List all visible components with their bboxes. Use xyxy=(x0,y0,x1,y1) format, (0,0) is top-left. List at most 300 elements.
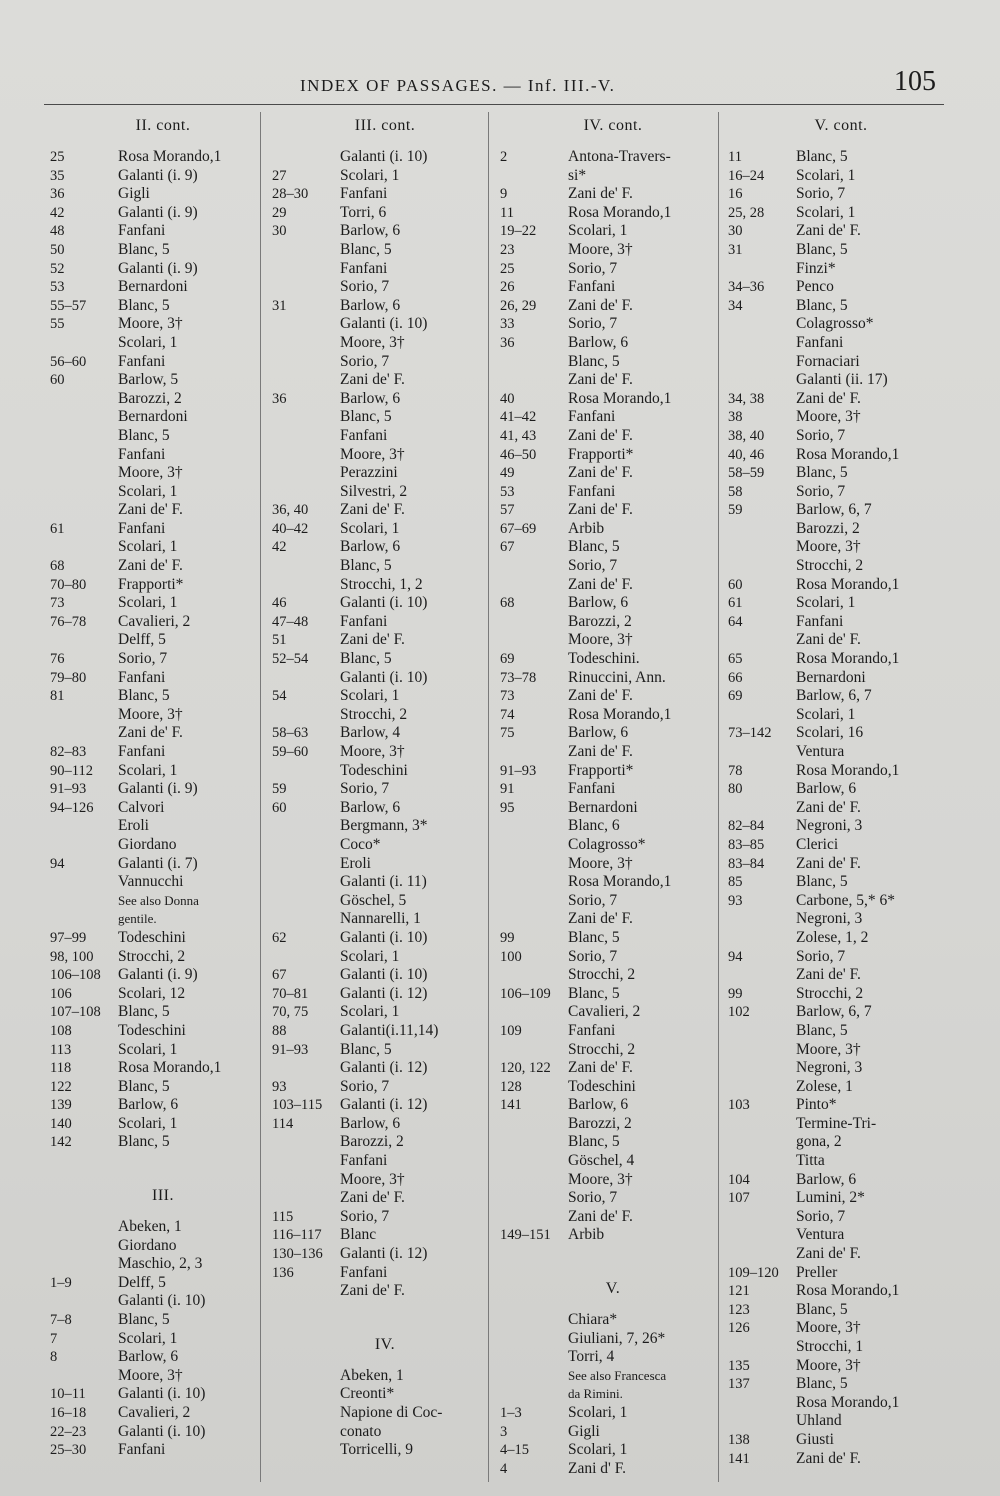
passage-ref: 76 xyxy=(50,651,65,668)
commentator-name: Blanc, 5 xyxy=(796,148,848,165)
commentator-name: Barlow, 6 xyxy=(340,389,401,407)
commentator-name: Uhland xyxy=(796,1412,842,1430)
index-entry xyxy=(728,929,954,948)
passage-ref: 34, 38 xyxy=(728,390,765,407)
index-entry xyxy=(272,576,498,595)
passage-ref xyxy=(272,892,340,911)
commentator-name: Scolari, 1 xyxy=(796,705,856,723)
commentator-name: Creonti* xyxy=(340,1385,395,1403)
index-entry xyxy=(50,1115,276,1134)
commentator-name: Colagrosso* xyxy=(796,315,874,333)
passage-ref xyxy=(500,1208,568,1227)
commentator-name: Sorio, 7 xyxy=(568,947,618,965)
commentator-name: Fanfani xyxy=(340,426,388,444)
passage-ref: 118 xyxy=(50,1060,72,1077)
index-entry xyxy=(728,1059,954,1078)
index-entry xyxy=(728,390,954,409)
commentator-name: Cavalieri, 2 xyxy=(568,1003,641,1021)
commentator-name: Zani de' F. xyxy=(796,1245,861,1263)
commentator-name: Ventura xyxy=(796,743,845,760)
index-entry xyxy=(50,204,276,223)
passage-ref xyxy=(50,892,118,911)
index-entry xyxy=(728,260,954,279)
index-entry xyxy=(50,1330,276,1349)
passage-ref: 69 xyxy=(728,688,743,705)
index-entry xyxy=(500,1385,726,1404)
commentator-name: Rosa Morando,1 xyxy=(118,148,222,165)
index-entry xyxy=(728,594,954,613)
passage-ref xyxy=(728,1394,796,1413)
commentator-name: Negroni, 3 xyxy=(796,817,863,835)
passage-ref xyxy=(500,1115,568,1134)
commentator-name: Zani de' F. xyxy=(796,631,861,649)
commentator-name: Fornaciari xyxy=(796,352,860,370)
index-entry xyxy=(50,1218,276,1237)
passage-ref xyxy=(500,817,568,836)
index-entry xyxy=(50,1078,276,1097)
index-entry xyxy=(728,724,954,743)
passage-ref: 74 xyxy=(500,706,515,723)
index-entry xyxy=(728,1041,954,1060)
index-entry xyxy=(728,1319,954,1338)
passage-ref xyxy=(500,1133,568,1152)
passage-ref xyxy=(500,1171,568,1190)
index-entry xyxy=(272,669,498,688)
commentator-name: Sorio, 7 xyxy=(568,557,618,575)
index-entry xyxy=(728,1264,954,1283)
index-entry xyxy=(50,538,276,557)
commentator-name: Scolari, 16 xyxy=(796,724,864,742)
index-entry xyxy=(272,1385,498,1404)
commentator-name: Fanfani xyxy=(340,259,388,277)
commentator-name: Barlow, 6 xyxy=(568,1096,629,1114)
passage-ref xyxy=(500,1330,568,1349)
commentator-name: Galanti (i. 12) xyxy=(340,1059,428,1077)
passage-ref: 120, 122 xyxy=(500,1060,551,1077)
index-entry xyxy=(500,873,726,892)
passage-ref: 58–63 xyxy=(272,725,309,742)
passage-ref xyxy=(500,353,568,372)
index-entry xyxy=(728,799,954,818)
passage-ref: 83–84 xyxy=(728,855,765,872)
passage-ref xyxy=(728,1115,796,1134)
passage-ref xyxy=(500,167,568,186)
passage-ref xyxy=(500,1189,568,1208)
passage-ref: 25, 28 xyxy=(728,204,765,221)
passage-ref: 49 xyxy=(500,465,515,482)
commentator-name: Zani de' F. xyxy=(340,1282,405,1300)
commentator-name: Todeschini. xyxy=(568,650,640,668)
index-entry xyxy=(500,799,726,818)
commentator-name: Blanc, 5 xyxy=(118,1003,170,1021)
passage-ref: 36 xyxy=(500,334,515,351)
passage-ref xyxy=(500,1152,568,1171)
passage-ref xyxy=(272,1404,340,1423)
passage-ref: 16 xyxy=(728,186,743,203)
commentator-name: Galanti(i.11,14) xyxy=(340,1021,439,1039)
passage-ref xyxy=(500,1385,568,1404)
passage-ref: 2 xyxy=(500,149,508,165)
commentator-name: Fanfani xyxy=(118,445,166,463)
commentator-name: Galanti (i. 10) xyxy=(118,1385,206,1403)
commentator-name: Blanc xyxy=(340,1226,377,1244)
index-entry xyxy=(50,1348,276,1367)
commentator-name: Lumini, 2* xyxy=(796,1189,865,1207)
index-entry xyxy=(50,631,276,650)
index-entry xyxy=(500,669,726,688)
passage-ref: 141 xyxy=(728,1450,750,1467)
running-title: INDEX OF PASSAGES. — Inf. III.-V. xyxy=(300,76,616,95)
passage-ref: 42 xyxy=(50,204,65,221)
index-entry xyxy=(50,1096,276,1115)
passage-ref xyxy=(50,836,118,855)
passage-ref: 34–36 xyxy=(728,279,765,296)
passage-ref: 22–23 xyxy=(50,1423,87,1440)
commentator-name: Blanc, 5 xyxy=(568,984,620,1002)
passage-ref xyxy=(272,1171,340,1190)
index-entry xyxy=(500,278,726,297)
index-entry xyxy=(728,762,954,781)
index-entry xyxy=(50,557,276,576)
section-heading: IV. cont. xyxy=(583,117,643,134)
passage-ref xyxy=(272,817,340,836)
index-entry xyxy=(272,464,498,483)
commentator-name: Gigli xyxy=(568,1422,600,1440)
commentator-name: Blanc, 5 xyxy=(118,296,170,314)
commentator-name: Blanc, 5 xyxy=(568,538,620,556)
commentator-name: Bernardoni xyxy=(568,798,638,816)
index-entry xyxy=(50,260,276,279)
index-entry xyxy=(728,948,954,967)
passage-ref: 36, 40 xyxy=(272,502,309,519)
commentator-name: Gigli xyxy=(118,185,150,203)
commentator-name: Todeschini xyxy=(568,1077,636,1095)
index-entry xyxy=(272,1059,498,1078)
passage-ref: 64 xyxy=(728,613,743,630)
index-entry xyxy=(272,631,498,650)
commentator-name: Rosa Morando,1 xyxy=(568,203,672,221)
passage-ref xyxy=(272,669,340,688)
commentator-name: Blanc, 5 xyxy=(340,650,392,668)
passage-ref xyxy=(728,1208,796,1227)
index-entry xyxy=(728,873,954,892)
passage-ref xyxy=(272,148,340,167)
commentator-name: Zani de' F. xyxy=(340,631,405,649)
commentator-name: Moore, 3† xyxy=(340,445,405,463)
passage-ref: 52 xyxy=(50,260,65,277)
index-entry xyxy=(500,538,726,557)
index-entry xyxy=(50,929,276,948)
index-entry xyxy=(50,315,276,334)
passage-ref xyxy=(50,1292,118,1311)
passage-ref xyxy=(272,1133,340,1152)
passage-ref: 9 xyxy=(500,186,508,203)
commentator-name: Moore, 3† xyxy=(568,1170,633,1188)
page-header xyxy=(0,66,1000,106)
passage-ref: 53 xyxy=(500,483,515,500)
index-entry xyxy=(728,1357,954,1376)
index-entry xyxy=(272,167,498,186)
passage-ref: 46–50 xyxy=(500,446,537,463)
index-entry xyxy=(500,762,726,781)
commentator-name: Strocchi, 2 xyxy=(340,705,408,723)
commentator-name: Zani de' F. xyxy=(118,557,183,575)
passage-ref: 81 xyxy=(50,688,65,705)
commentator-name: Scolari, 1 xyxy=(340,519,400,537)
commentator-name: Barlow, 6, 7 xyxy=(796,687,872,705)
passage-ref: 106 xyxy=(50,985,72,1002)
index-entry xyxy=(272,557,498,576)
index-entry xyxy=(728,1301,954,1320)
commentator-name: Scolari, 1 xyxy=(568,222,628,240)
index-entry xyxy=(272,1264,498,1283)
index-entry xyxy=(728,1394,954,1413)
index-entry xyxy=(50,762,276,781)
commentator-name: Bernardoni xyxy=(118,408,188,426)
passage-ref xyxy=(500,576,568,595)
commentator-name: Rosa Morando,1 xyxy=(568,873,672,891)
commentator-name: Penco xyxy=(796,278,834,296)
passage-ref: 3 xyxy=(500,1423,508,1440)
index-entry xyxy=(500,1078,726,1097)
index-entry xyxy=(50,1423,276,1442)
index-entry xyxy=(728,204,954,223)
index-entry xyxy=(500,892,726,911)
index-entry xyxy=(728,1133,954,1152)
passage-ref xyxy=(50,631,118,650)
commentator-name: Zani de' F. xyxy=(568,687,633,705)
passage-ref: 4 xyxy=(500,1460,508,1477)
commentator-name: Moore, 3† xyxy=(796,1356,861,1374)
index-entry xyxy=(500,427,726,446)
passage-ref xyxy=(728,1226,796,1245)
index-entry xyxy=(728,334,954,353)
commentator-name: Scolari, 1 xyxy=(118,333,178,351)
passage-ref: 88 xyxy=(272,1022,287,1039)
index-column-1 xyxy=(50,114,276,1486)
index-entry xyxy=(272,204,498,223)
passage-ref: 139 xyxy=(50,1097,72,1114)
passage-ref xyxy=(272,353,340,372)
index-column-3 xyxy=(500,114,726,1486)
index-entry xyxy=(50,520,276,539)
index-entry xyxy=(272,929,498,948)
passage-ref: 38, 40 xyxy=(728,427,765,444)
index-entry xyxy=(500,1152,726,1171)
commentator-name: Scolari, 1 xyxy=(796,594,856,612)
commentator-name: Barlow, 6 xyxy=(340,1114,401,1132)
index-entry xyxy=(50,873,276,892)
commentator-name: Zani de' F. xyxy=(568,910,633,928)
passage-ref: 70–80 xyxy=(50,576,87,593)
commentator-name: Zani de' F. xyxy=(796,966,861,984)
commentator-name: Torri, 6 xyxy=(340,203,387,221)
commentator-name: Galanti (i. 10) xyxy=(340,594,428,612)
commentator-name: Galanti (i. 10) xyxy=(340,966,428,984)
commentator-name: Scolari, 1 xyxy=(568,1404,628,1421)
index-entry xyxy=(272,1096,498,1115)
commentator-name: Blanc, 5 xyxy=(568,928,620,946)
commentator-name: Scolari, 1 xyxy=(340,947,400,965)
commentator-name: Delff, 5 xyxy=(118,631,166,649)
commentator-name: Fanfani xyxy=(118,743,166,760)
index-entry xyxy=(728,1115,954,1134)
passage-ref: 4–15 xyxy=(500,1442,529,1459)
passage-ref xyxy=(728,631,796,650)
commentator-name: Fanfani xyxy=(118,519,166,537)
index-entry xyxy=(272,724,498,743)
commentator-name: Göschel, 5 xyxy=(340,891,407,909)
commentator-name: Fanfani xyxy=(796,612,844,630)
passage-ref: 42 xyxy=(272,539,287,556)
index-entry xyxy=(728,446,954,465)
commentator-name: Barlow, 6 xyxy=(568,724,629,742)
index-entry xyxy=(728,985,954,1004)
commentator-name: Maschio, 2, 3 xyxy=(118,1255,203,1273)
index-entry xyxy=(728,1375,954,1394)
commentator-name: Strocchi, 2 xyxy=(796,984,864,1002)
index-entry xyxy=(50,222,276,241)
passage-ref: 60 xyxy=(50,372,65,389)
commentator-name: See also Francesca xyxy=(568,1367,667,1383)
index-entry xyxy=(728,520,954,539)
index-entry xyxy=(500,1348,726,1367)
commentator-name: Strocchi, 2 xyxy=(118,947,186,965)
commentator-name: Sorio, 7 xyxy=(340,278,390,296)
commentator-name: Scolari, 1 xyxy=(118,761,178,779)
commentator-name: Blanc, 5 xyxy=(568,1133,620,1151)
commentator-name: Sorio, 7 xyxy=(340,1207,390,1225)
passage-ref: 106–108 xyxy=(50,967,101,984)
commentator-name: Blanc, 6 xyxy=(568,817,620,835)
commentator-name: Galanti (i. 11) xyxy=(340,873,427,891)
index-entry xyxy=(50,1003,276,1022)
index-entry xyxy=(272,297,498,316)
passage-ref: 94 xyxy=(728,948,743,965)
passage-ref xyxy=(728,910,796,929)
index-entry xyxy=(728,241,954,260)
commentator-name: Galanti (i. 10) xyxy=(340,928,428,946)
passage-ref xyxy=(50,1218,118,1237)
index-entry xyxy=(50,1133,276,1152)
passage-ref: 25 xyxy=(500,260,515,277)
index-entry xyxy=(500,1171,726,1190)
commentator-name: Sorio, 7 xyxy=(340,780,390,798)
index-entry xyxy=(272,1078,498,1097)
index-entry xyxy=(500,1059,726,1078)
index-entry xyxy=(272,873,498,892)
passage-ref xyxy=(50,390,118,409)
passage-ref xyxy=(50,724,118,743)
commentator-name: Torri, 4 xyxy=(568,1348,615,1366)
index-entry xyxy=(500,1404,726,1423)
index-entry xyxy=(728,743,954,762)
index-entry xyxy=(272,1133,498,1152)
passage-ref xyxy=(728,1152,796,1171)
passage-ref xyxy=(50,446,118,465)
index-entry xyxy=(50,1385,276,1404)
commentator-name: Scolari, 1 xyxy=(118,482,178,500)
passage-ref: 47–48 xyxy=(272,613,309,630)
index-entry xyxy=(272,315,498,334)
index-entry xyxy=(272,966,498,985)
index-entry xyxy=(500,1423,726,1442)
commentator-name: Carbone, 5,* 6* xyxy=(796,891,896,909)
commentator-name: Moore, 3† xyxy=(796,538,861,556)
passage-ref: 30 xyxy=(272,223,287,240)
index-entry xyxy=(500,817,726,836)
passage-ref: 40 xyxy=(500,390,515,407)
commentator-name: Arbib xyxy=(568,1226,605,1244)
index-entry xyxy=(50,446,276,465)
commentator-name: Strocchi, 2 xyxy=(796,557,864,575)
index-entry xyxy=(500,260,726,279)
commentator-name: Scolari, 1 xyxy=(568,1441,628,1459)
index-entry xyxy=(272,148,498,167)
commentator-name: Barlow, 6 xyxy=(340,296,401,314)
index-entry xyxy=(500,855,726,874)
passage-ref: 7–8 xyxy=(50,1312,72,1329)
passage-ref: 107–108 xyxy=(50,1004,101,1021)
index-entry xyxy=(272,241,498,260)
index-entry xyxy=(50,278,276,297)
commentator-name: conato xyxy=(340,1422,382,1440)
passage-ref: 98, 100 xyxy=(50,948,94,965)
index-entry xyxy=(272,594,498,613)
index-entry xyxy=(728,1003,954,1022)
passage-ref: 91–93 xyxy=(50,781,87,798)
commentator-name: Preller xyxy=(796,1263,838,1281)
commentator-name: Giordano xyxy=(118,835,177,853)
index-entry xyxy=(500,706,726,725)
passage-ref xyxy=(272,910,340,929)
commentator-name: Fanfani xyxy=(796,333,844,351)
passage-ref xyxy=(50,706,118,725)
index-entry xyxy=(50,594,276,613)
passage-ref: 48 xyxy=(50,223,65,240)
passage-ref: 115 xyxy=(272,1208,294,1225)
index-entry xyxy=(50,687,276,706)
passage-ref xyxy=(728,743,796,762)
index-entry xyxy=(50,1292,276,1311)
index-entry xyxy=(500,204,726,223)
index-entry xyxy=(272,892,498,911)
index-entry xyxy=(728,1171,954,1190)
commentator-name: Rosa Morando,1 xyxy=(796,575,900,593)
commentator-name: Rinuccini, Ann. xyxy=(568,668,666,686)
index-entry xyxy=(728,576,954,595)
commentator-name: Fanfani xyxy=(568,278,616,296)
passage-ref xyxy=(500,855,568,874)
passage-ref xyxy=(500,836,568,855)
passage-ref xyxy=(500,910,568,929)
commentator-name: Fanfani xyxy=(340,1263,388,1281)
index-entry xyxy=(272,910,498,929)
commentator-name: Fanfani xyxy=(568,408,616,426)
commentator-name: Galanti (i. 9) xyxy=(118,259,198,277)
commentator-name: Zani de' F. xyxy=(118,501,183,519)
commentator-name: Barlow, 6 xyxy=(340,798,401,816)
commentator-name: Blanc, 5 xyxy=(340,240,392,258)
commentator-name: Barlow, 6, 7 xyxy=(796,1003,872,1021)
passage-ref: 97–99 xyxy=(50,929,87,946)
commentator-name: Napione di Coc- xyxy=(340,1404,443,1421)
commentator-name: Moore, 3† xyxy=(340,1170,405,1188)
index-entry xyxy=(728,687,954,706)
passage-ref xyxy=(272,762,340,781)
index-entry xyxy=(272,1041,498,1060)
passage-ref: 11 xyxy=(500,204,514,221)
